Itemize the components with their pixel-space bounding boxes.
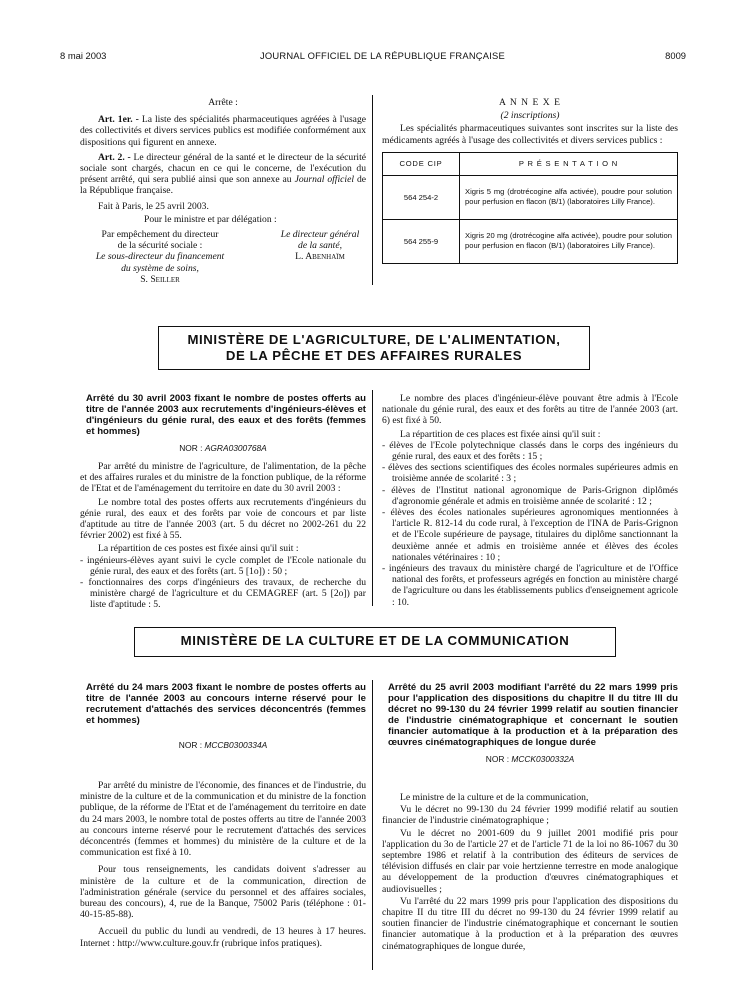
ministry-agriculture-line-2: DE LA PÊCHE ET DES AFFAIRES RURALES xyxy=(225,348,523,363)
culture-right-p2: Vu le décret no 99-130 du 24 février 1999 modifié relatif au soutien financier de l'industrie cinématographique ; xyxy=(382,804,678,827)
fait-a-paris: Fait à Paris, le 25 avril 2003. xyxy=(98,200,209,212)
annexe-subtitle: (2 inscriptions) xyxy=(500,110,560,122)
annexe-table xyxy=(382,152,678,264)
annexe-intro: Les spécialités pharmaceutiques suivantes sont inscrites sur la liste des médicaments agréés à l'usage des collectivités et divers services publics : xyxy=(382,123,678,146)
agriculture-p3: La répartition de ces postes est fixée ainsi qu'il suit : xyxy=(98,543,299,555)
culture-left-column xyxy=(80,682,366,949)
culture-left-nor xyxy=(80,740,366,750)
column-divider-bottom xyxy=(372,680,373,970)
nor-code: MCCK0300332A xyxy=(511,754,575,764)
agriculture-p1: Par arrêté du ministre de l'agriculture, de l'alimentation, de la pêche et des affaires rurales et du ministre de la fonction publique, de la réforme de l'Etat et de l'aménagement du territoire en date du 30 avril 2003 : xyxy=(80,461,366,495)
col-code-cip: CODE CIP xyxy=(383,152,460,175)
agriculture-left-list xyxy=(80,555,366,611)
article-1-label: Art. 1er. - xyxy=(98,114,139,126)
list-item: - élèves de l'Institut national agronomique de Paris-Grignon diplômés d'agronomie générale et admis en troisième année de scolarité : 12 ; xyxy=(382,484,678,507)
nor-code: MCCB0300334A xyxy=(204,740,268,750)
table-cell-code: 564 255-9 xyxy=(383,219,460,263)
list-item: - ingénieurs-élèves ayant suivi le cycle complet de l'Ecole nationale du génie rural, des eaux et des forêts (art. 5 [1o]) : 50 ; xyxy=(80,554,366,577)
table-cell-code: 564 254-2 xyxy=(383,175,460,219)
nor-label: NOR : xyxy=(485,754,510,764)
agriculture-right-column xyxy=(382,393,678,608)
column-divider-middle xyxy=(372,390,373,606)
culture-left-p2: Pour tous renseignements, les candidats doivent s'adresser au ministère de la culture et de la communication, direction de l'administration générale (service du personnel et des affaires sociales, bureau des concours), 4, rue de la Banque, 75002 Paris (téléphone : 01-40-15-85-88). xyxy=(80,864,366,921)
article-1-text: La liste des spécialités pharmaceutiques agréées à l'usage des collectivités et divers services publics est modifiée conformément aux dispositions qui figurent en annexe. xyxy=(80,114,366,148)
pour-le-ministre: Pour le ministre et par délégation : xyxy=(144,213,277,225)
top-left-column xyxy=(80,97,366,289)
culture-arrete-title-left: Arrêté du 24 mars 2003 fixant le nombre de postes offerts au titre de l'année 2003 au concours interne réservé pour le recrutement d'attachés des services déconcentrés (femmes et hommes) xyxy=(86,682,366,726)
list-item: - élèves des écoles nationales supérieures agronomiques mentionnées à l'article R. 812-14 du code rural, à l'exception de l'INA de Paris-Grignon et de l'Ecole supérieure de paysage, titulaires du diplôme sanctionnant la deuxième année et admis en troisième année et élèves des écoles nationales vétérinaires : 10 ; xyxy=(382,507,678,563)
agriculture-p2: Le nombre total des postes offerts aux recrutements d'ingénieurs du génie rural, des eaux et des forêts par voie de concours et par liste d'aptitude au titre de l'année 2003 (art. 5 du décret no 2002-261 du 22 février 2002) est fixé à 55. xyxy=(80,496,366,542)
culture-right-column xyxy=(382,682,678,952)
column-divider-top xyxy=(372,95,373,285)
ministry-agriculture-box xyxy=(158,326,590,370)
culture-right-p1: Le ministre de la culture et de la communication, xyxy=(400,792,589,803)
sig-left-name: S. Seiller xyxy=(140,273,180,285)
culture-right-p3: Vu le décret no 2001-609 du 9 juillet 2001 modifié pris pour l'application du 3o de l'article 27 et de l'article 71 de la loi no 86-1067 du 30 septembre 1986 et relatif à la contribution des éditeurs de services de télévision diffusés en clair par voie hertzienne terrestre en mode analogique au développement de la production d'œuvres cinématographiques et audiovisuelles ; xyxy=(382,827,678,895)
article-2-end: de la République française. xyxy=(80,174,366,197)
annexe-table-header xyxy=(383,152,678,175)
nor-label: NOR : xyxy=(179,443,203,453)
list-item: - ingénieurs des travaux du ministère chargé de l'agriculture et de l'Office national des forêts, et professeurs agrégés en fonction au ministère chargé de l'agriculture ou dans les établissements publics d'enseignement agricole : 10. xyxy=(382,563,678,608)
list-item: - élèves de l'Ecole polytechnique classés dans le corps des ingénieurs du génie rural, des eaux et des forêts : 15 ; xyxy=(382,439,678,463)
agriculture-right-p1: Le nombre des places d'ingénieur-élève pouvant être admis à l'Ecole nationale du génie rural, des eaux et des forêts au titre de l'année 2003 (art. 6) est fixé à 50. xyxy=(382,393,678,427)
sig-left-line-2: de la sécurité sociale : xyxy=(117,240,203,252)
table-cell-presentation: Xigris 5 mg (drotrécogine alfa activée), poudre pour solution pour perfusion en flacon (B/1) (laboratoires Lilly France). xyxy=(460,175,678,219)
ministry-culture-box xyxy=(134,627,616,657)
agriculture-nor xyxy=(80,443,366,453)
sig-left-line-3: Le sous-directeur du financement xyxy=(95,251,225,263)
table-row xyxy=(383,219,678,263)
article-1 xyxy=(80,114,366,148)
col-presentation: P R É S E N T A T I O N xyxy=(460,152,678,175)
list-item: - fonctionnaires des corps d'ingénieurs des travaux, de recherche du ministère chargé de l'agriculture et du CEMAGREF (art. 5 [2o]) par liste d'aptitude : 5. xyxy=(80,577,366,611)
article-2-italic: Journal officiel xyxy=(294,174,354,186)
culture-left-p1: Par arrêté du ministre de l'économie, des finances et de l'industrie, du ministre de la culture et de la communication et du ministre de la fonction publique, de la réforme de l'Etat et de l'aménagement du territoire en date du 24 mars 2003, le nombre total de postes offerts au titre de l'année 2003 au concours interne réservé pour le recrutement d'attachés des services déconcentrés (femmes et hommes) du ministère de la culture et de la communication est fixé à 10. xyxy=(80,780,366,859)
arrete-label: Arrête : xyxy=(208,97,238,108)
sig-right-name: L. Abenhaïm xyxy=(295,251,345,263)
page-header xyxy=(60,50,686,64)
culture-right-nor xyxy=(382,754,678,764)
culture-left-p3: Accueil du public du lundi au vendredi, de 13 heures à 17 heures. Internet : http://www.culture.gouv.fr (rubrique infos pratiques). xyxy=(80,926,366,949)
culture-arrete-title-right: Arrêté du 25 avril 2003 modifiant l'arrêté du 22 mars 1999 pris pour l'application des dispositions du chapitre II du titre III du décret no 99-130 du 24 février 1999 relatif au soutien financier de l'industrie cinématographique et concernant le soutien financier automatique à la production et à la préparation des œuvres cinématographiques de longue durée xyxy=(388,682,678,748)
agriculture-right-p2: La répartition de ces places est fixée ainsi qu'il suit : xyxy=(400,428,601,440)
annexe-section xyxy=(382,97,678,264)
sig-right-line-2: de la santé, xyxy=(298,240,342,252)
agriculture-arrete-title: Arrêté du 30 avril 2003 fixant le nombre de postes offerts au titre de l'année 2003 aux recrutements d'ingénieurs-élèves et d'ingénieurs du génie rural, des eaux et des forêts (femmes et hommes) xyxy=(86,393,366,437)
signatures xyxy=(80,229,366,289)
table-row xyxy=(383,175,678,219)
sig-left-line-1: Par empêchement du directeur xyxy=(101,229,219,241)
article-2-label: Art. 2. - xyxy=(98,151,131,163)
ministry-agriculture-line-1: MINISTÈRE DE L'AGRICULTURE, DE L'ALIMENTATION, xyxy=(187,332,561,347)
header-page-number: 8009 xyxy=(665,50,686,61)
nor-label: NOR : xyxy=(178,740,203,750)
sig-right-line-1: Le directeur général xyxy=(280,229,360,241)
signature-left xyxy=(80,229,240,285)
ministry-culture-line-1: MINISTÈRE DE LA CULTURE ET DE LA COMMUNICATION xyxy=(180,633,570,648)
agriculture-right-list xyxy=(382,440,678,608)
header-journal: JOURNAL OFFICIEL DE LA RÉPUBLIQUE FRANÇAISE xyxy=(260,50,505,61)
sig-left-line-4: du système de soins, xyxy=(121,262,199,274)
header-date: 8 mai 2003 xyxy=(60,50,107,61)
nor-code: AGRA0300768A xyxy=(204,443,267,453)
list-item: - élèves des sections scientifiques des écoles normales supérieures admis en troisième année de scolarité : 3 ; xyxy=(382,462,678,485)
agriculture-left-column xyxy=(80,393,366,611)
table-cell-presentation: Xigris 20 mg (drotrécogine alfa activée), poudre pour solution pour perfusion en flacon (B/1) (laboratoires Lilly France). xyxy=(460,219,678,263)
signature-right xyxy=(270,229,370,263)
annexe-title: A N N E X E xyxy=(499,97,561,108)
article-2 xyxy=(80,152,366,197)
article-2-text: Le directeur général de la santé et le directeur de la sécurité sociale sont chargés, chacun en ce qui le concerne, de l'exécution du présent arrêté, qui sera publié ainsi que son annexe au xyxy=(80,151,367,186)
culture-right-p4: Vu l'arrêté du 22 mars 1999 pris pour l'application des dispositions du chapitre II du titre III du décret no 99-130 du 24 février 1999 relatif au soutien financier de l'industrie cinématographique et concernant le soutien financier automatique à la production et à la préparation des œuvres cinématographiques de longue durée, xyxy=(382,895,678,952)
